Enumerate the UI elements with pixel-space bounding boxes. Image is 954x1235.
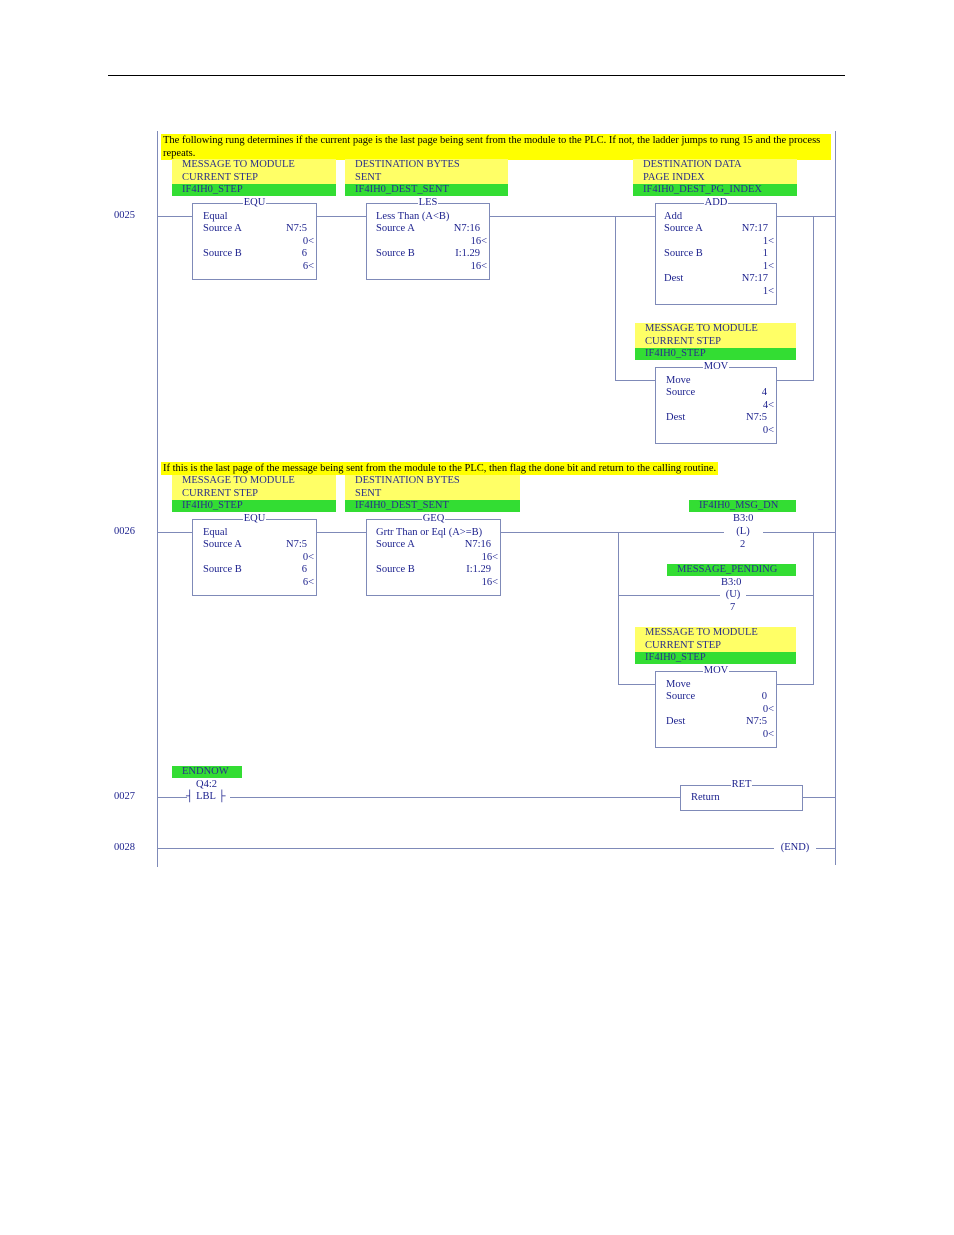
add-desc: DESTINATION DATA PAGE INDEX — [633, 159, 797, 184]
branch-right-0026 — [813, 532, 814, 684]
instr-name: Less Than (A<B) — [376, 211, 450, 222]
dest-label: Dest — [666, 412, 686, 423]
equ-tag: IF4IH0_STEP — [172, 184, 336, 196]
source-address: 4 — [761, 387, 767, 398]
rung-0028-wire — [157, 848, 774, 849]
source-a-label: Source A — [376, 223, 415, 234]
equ-desc: MESSAGE TO MODULE CURRENT STEP — [172, 475, 336, 500]
source-label: Source — [666, 387, 696, 398]
geq-desc: DESTINATION BYTES SENT — [345, 475, 520, 500]
rung-0025-wire — [316, 216, 366, 217]
rung-0026-wire — [157, 532, 192, 533]
dest-address: N7:5 — [746, 716, 767, 727]
source-b-label: Source B — [376, 564, 415, 575]
dest-address: N7:5 — [746, 412, 767, 423]
label-address: Q4:2 — [196, 779, 217, 790]
left-power-rail — [157, 131, 158, 867]
ret-instruction[interactable]: RET Return — [680, 785, 803, 811]
geq-tag: IF4IH0_DEST_SENT — [345, 500, 520, 512]
les-desc: DESTINATION BYTES SENT — [345, 159, 508, 184]
branch-wire — [746, 595, 814, 596]
source-a-value: 1< — [762, 236, 774, 247]
latch-coil-address: B3:0 — [733, 513, 754, 524]
rung-0027-wire — [157, 797, 187, 798]
instr-name: Grtr Than or Eql (A>=B) — [376, 527, 483, 538]
dest-value: 0< — [762, 425, 774, 436]
equ-desc: MESSAGE TO MODULE CURRENT STEP — [172, 159, 336, 184]
dest-value: 0< — [762, 729, 774, 740]
right-power-rail — [835, 131, 836, 865]
branch-wire — [615, 380, 655, 381]
source-a-value: 16< — [481, 552, 498, 563]
source-address: 0 — [761, 691, 767, 702]
mov-instruction-0026[interactable]: MOV Move Source 0 0< Dest N7:5 0< — [655, 671, 777, 748]
unlatch-coil-tag: MESSAGE_PENDING — [667, 564, 796, 576]
source-b-label: Source B — [203, 248, 242, 259]
source-label: Source — [666, 691, 696, 702]
source-a-address: N7:17 — [741, 223, 768, 234]
mov-desc: MESSAGE TO MODULE CURRENT STEP — [635, 323, 796, 348]
branch-wire — [776, 684, 814, 685]
page-header-rule — [108, 75, 845, 76]
dest-address: N7:17 — [741, 273, 768, 284]
latch-coil-tag: IF4IH0_MSG_DN — [689, 500, 796, 512]
les-instruction-0025[interactable]: LES Less Than (A<B) Source A N7:16 16< Source B I:1.29 16< — [366, 203, 490, 280]
rung-number-0025[interactable]: 0025 — [114, 210, 135, 221]
dest-label: Dest — [666, 716, 686, 727]
source-a-label: Source A — [376, 539, 415, 550]
equ-instruction-0025[interactable]: EQU Equal Source A N7:5 0< Source B 6 6< — [192, 203, 317, 280]
source-a-address: N7:5 — [286, 539, 307, 550]
rung-0026-wire — [316, 532, 366, 533]
source-value: 0< — [762, 704, 774, 715]
rung-0027-wire — [230, 797, 680, 798]
source-b-address: I:1.29 — [455, 248, 480, 259]
dest-label: Dest — [664, 273, 684, 284]
source-b-value: 1< — [762, 261, 774, 272]
source-b-label: Source B — [376, 248, 415, 259]
rung-number-0027[interactable]: 0027 — [114, 791, 135, 802]
lbl-instruction[interactable]: ┤ LBL ├ — [186, 791, 226, 802]
rung-0026-comment: If this is the last page of the message being sent from the module to the PLC, then flag the done bit and return to the calling routine. — [163, 463, 717, 474]
source-b-value: 6< — [302, 577, 314, 588]
branch-wire — [618, 595, 720, 596]
rung-number-0026[interactable]: 0026 — [114, 526, 135, 537]
rung-number-0028[interactable]: 0028 — [114, 842, 135, 853]
equ-instruction-0026[interactable]: EQU Equal Source A N7:5 0< Source B 6 6< — [192, 519, 317, 596]
mov-desc: MESSAGE TO MODULE CURRENT STEP — [635, 627, 796, 652]
rung-0026-wire — [763, 532, 835, 533]
source-b-value: 6< — [302, 261, 314, 272]
branch-left-0026 — [618, 532, 619, 684]
unlatch-coil[interactable]: (U) — [720, 589, 746, 601]
instr-name: Return — [691, 792, 720, 803]
source-b-address: I:1.29 — [466, 564, 491, 575]
source-a-label: Source A — [203, 223, 242, 234]
branch-right-0025 — [813, 216, 814, 380]
source-b-value: 16< — [470, 261, 487, 272]
latch-coil[interactable]: (L) — [724, 526, 762, 538]
latch-coil-bit: 2 — [740, 539, 746, 550]
source-b-value: 16< — [481, 577, 498, 588]
source-a-address: N7:5 — [286, 223, 307, 234]
branch-wire — [776, 380, 814, 381]
source-b-label: Source B — [203, 564, 242, 575]
source-a-address: N7:16 — [464, 539, 491, 550]
unlatch-coil-address: B3:0 — [721, 577, 742, 588]
source-b-address: 1 — [762, 248, 768, 259]
add-instruction-0025[interactable]: ADD Add Source A N7:17 1< Source B 1 1< Dest N7:17 1< — [655, 203, 777, 305]
rung-0025-comment: The following rung determines if the current page is the last page being sent from the module to the PLC. If not, the ladder jumps to rung 15 and the process repeats. — [161, 134, 831, 160]
add-tag: IF4IH0_DEST_PG_INDEX — [633, 184, 797, 196]
geq-instruction-0026[interactable]: GEQ Grtr Than or Eql (A>=B) Source A N7:16 16< Source B I:1.29 16< — [366, 519, 501, 596]
branch-wire — [618, 684, 655, 685]
branch-left-0025 — [615, 216, 616, 380]
instr-name: Equal — [203, 527, 228, 538]
source-b-label: Source B — [664, 248, 703, 259]
instr-name: Add — [664, 211, 683, 222]
instr-name: Move — [666, 679, 691, 690]
end-instruction[interactable]: (END) — [780, 842, 810, 853]
source-b-address: 6 — [301, 564, 307, 575]
source-a-label: Source A — [203, 539, 242, 550]
rung-0028-wire — [816, 848, 835, 849]
rung-0026-wire — [500, 532, 724, 533]
instr-name: Equal — [203, 211, 228, 222]
source-a-value: 0< — [302, 552, 314, 563]
source-a-value: 16< — [470, 236, 487, 247]
les-tag: IF4IH0_DEST_SENT — [345, 184, 508, 196]
rung-0027-wire — [802, 797, 835, 798]
rung-0025-wire — [157, 216, 192, 217]
mov-tag: IF4IH0_STEP — [635, 652, 796, 664]
dest-value: 1< — [762, 286, 774, 297]
label-tag: ENDNOW — [172, 766, 242, 778]
instr-name: Move — [666, 375, 691, 386]
mov-tag: IF4IH0_STEP — [635, 348, 796, 360]
mov-instruction-0025[interactable]: MOV Move Source 4 4< Dest N7:5 0< — [655, 367, 777, 444]
source-b-address: 6 — [301, 248, 307, 259]
source-a-value: 0< — [302, 236, 314, 247]
source-a-label: Source A — [664, 223, 703, 234]
source-a-address: N7:16 — [453, 223, 480, 234]
unlatch-coil-bit: 7 — [730, 602, 736, 613]
equ-tag: IF4IH0_STEP — [172, 500, 336, 512]
source-value: 4< — [762, 400, 774, 411]
